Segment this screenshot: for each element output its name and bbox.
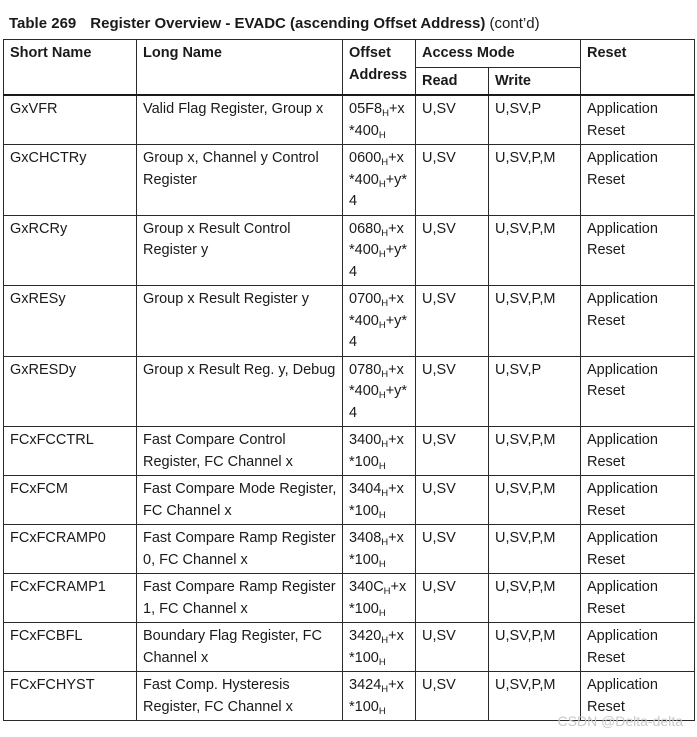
cell-short-name: FCxFCCTRL [4, 427, 137, 476]
hex-subscript: H [378, 460, 386, 472]
offset-value: *100 [349, 551, 379, 568]
cell-reset: Application Reset [581, 286, 695, 357]
cell-read: U,SV [416, 623, 489, 672]
offset-value: *400 [349, 383, 379, 399]
cell-short-name: FCxFCBFL [4, 623, 137, 672]
cell-offset-address [343, 672, 416, 721]
cell-short-name: FCxFCM [4, 476, 137, 525]
offset-value: 3404 [349, 481, 382, 497]
hex-subscript: H [378, 390, 386, 401]
offset-value: *100 [349, 502, 379, 519]
hex-subscript: H [382, 108, 389, 119]
offset-line [349, 648, 410, 670]
cell-offset-address [343, 356, 416, 427]
offset-line [349, 121, 410, 143]
cell-read: U,SV [416, 476, 489, 525]
offset-value: *400 [349, 312, 379, 329]
offset-suffix: +x [388, 628, 404, 644]
table-body [4, 95, 695, 721]
offset-value: 3424 [349, 677, 382, 693]
hex-subscript: H [381, 439, 389, 450]
cell-reset: Application Reset [581, 95, 695, 145]
cell-reset: Application Reset [581, 215, 695, 286]
table-row [4, 427, 695, 476]
offset-line [349, 577, 410, 599]
header-access-mode: Access Mode [416, 40, 581, 68]
hex-subscript: H [378, 319, 386, 331]
offset-line [349, 240, 410, 262]
cell-offset-address [343, 476, 416, 525]
cell-long-name: Fast Compare Ramp Register 0, FC Channel x [137, 525, 343, 574]
offset-value: 3400 [349, 432, 382, 448]
hex-subscript: H [381, 368, 389, 380]
offset-value: *400 [349, 122, 379, 139]
cell-write: U,SV,P,M [489, 623, 581, 672]
cell-reset: Application Reset [581, 356, 695, 427]
cell-read: U,SV [416, 215, 489, 286]
hex-subscript: H [378, 705, 386, 717]
hex-subscript: H [381, 635, 389, 646]
offset-line [349, 289, 410, 311]
offset-value: 3408 [349, 530, 382, 546]
offset-value: *400 [349, 242, 379, 258]
cell-long-name: Fast Comp. Hysteresis Register, FC Channel x [137, 672, 343, 721]
offset-line [349, 430, 410, 452]
cell-offset-address [343, 145, 416, 216]
offset-value: 0780 [349, 361, 382, 378]
table-caption [9, 15, 540, 32]
table-row [4, 286, 695, 357]
table-title: Register Overview - EVADC (ascending Offset Address) [90, 15, 486, 32]
cell-reset: Application Reset [581, 476, 695, 525]
offset-suffix: +x [388, 291, 404, 307]
cell-read: U,SV [416, 427, 489, 476]
header-short-name: Short Name [4, 40, 137, 96]
table-row [4, 356, 695, 427]
offset-suffix: +x [388, 101, 405, 117]
cell-read: U,SV [416, 286, 489, 357]
cell-long-name: Boundary Flag Register, FC Channel x [137, 623, 343, 672]
header-reset: Reset [581, 40, 695, 96]
cell-short-name: GxRCRy [4, 215, 137, 286]
offset-value: 0600 [349, 150, 382, 166]
register-table [3, 39, 695, 721]
offset-suffix: +x [388, 677, 404, 693]
hex-subscript: H [378, 558, 386, 570]
table-row [4, 95, 695, 145]
hex-subscript: H [378, 656, 386, 668]
offset-value: 340C [349, 579, 384, 595]
offset-value: 3420 [349, 628, 382, 644]
offset-line [349, 528, 410, 550]
cell-short-name: FCxFCRAMP0 [4, 525, 137, 574]
offset-suffix: +x [390, 579, 407, 595]
hex-subscript: H [381, 684, 389, 695]
offset-suffix: +y* [385, 242, 408, 258]
offset-line [349, 381, 410, 403]
offset-value: *100 [349, 453, 379, 470]
offset-suffix: +y* [385, 312, 408, 329]
offset-suffix: +x [388, 220, 404, 237]
table-label: Table 269 [9, 15, 77, 32]
hex-subscript: H [378, 178, 386, 190]
cell-offset-address [343, 525, 416, 574]
hex-subscript: H [381, 227, 389, 239]
cell-write: U,SV,P,M [489, 215, 581, 286]
cell-offset-address [343, 286, 416, 357]
hex-subscript: H [381, 298, 389, 309]
header-read: Read [416, 67, 489, 95]
offset-line [349, 311, 410, 333]
header-long-name: Long Name [137, 40, 343, 96]
offset-line [349, 148, 410, 170]
cell-reset: Application Reset [581, 623, 695, 672]
cell-offset-address [343, 215, 416, 286]
offset-value: *400 [349, 171, 379, 188]
table-row [4, 525, 695, 574]
offset-suffix: +x [388, 361, 404, 378]
offset-line [349, 479, 410, 501]
table-row [4, 215, 695, 286]
hex-subscript: H [378, 607, 386, 619]
offset-suffix: +y* [385, 171, 408, 188]
cell-write: U,SV,P [489, 95, 581, 145]
cell-short-name: GxRESDy [4, 356, 137, 427]
cell-long-name: Valid Flag Register, Group x [137, 95, 343, 145]
offset-line [349, 550, 410, 572]
cell-long-name: Group x Result Register y [137, 286, 343, 357]
offset-line [349, 191, 410, 213]
cell-reset: Application Reset [581, 574, 695, 623]
offset-line [349, 501, 410, 523]
hex-subscript: H [378, 129, 386, 141]
offset-line [349, 219, 410, 241]
offset-line [349, 99, 410, 121]
cell-offset-address [343, 427, 416, 476]
table-row [4, 574, 695, 623]
cell-read: U,SV [416, 574, 489, 623]
cell-short-name: GxRESy [4, 286, 137, 357]
offset-suffix: +x [388, 432, 404, 448]
offset-suffix: +y* [385, 383, 408, 399]
cell-write: U,SV,P,M [489, 525, 581, 574]
cell-read: U,SV [416, 145, 489, 216]
cell-write: U,SV,P [489, 356, 581, 427]
cell-offset-address [343, 574, 416, 623]
offset-line [349, 262, 410, 284]
cell-write: U,SV,P,M [489, 427, 581, 476]
cell-short-name: GxCHCTRy [4, 145, 137, 216]
cell-write: U,SV,P,M [489, 672, 581, 721]
watermark: CSDN @Delta-delta [557, 713, 683, 729]
cell-long-name: Fast Compare Ramp Register 1, FC Channel x [137, 574, 343, 623]
cell-write: U,SV,P,M [489, 476, 581, 525]
offset-line [349, 403, 410, 425]
cell-read: U,SV [416, 95, 489, 145]
offset-line [349, 599, 410, 621]
cell-read: U,SV [416, 672, 489, 721]
cell-write: U,SV,P,M [489, 286, 581, 357]
offset-value: *100 [349, 600, 379, 617]
cell-short-name: GxVFR [4, 95, 137, 145]
offset-value: 05F8 [349, 101, 383, 117]
table-row [4, 476, 695, 525]
hex-subscript: H [378, 509, 386, 521]
cell-long-name: Fast Compare Mode Register, FC Channel x [137, 476, 343, 525]
cell-short-name: FCxFCRAMP1 [4, 574, 137, 623]
hex-subscript: H [381, 537, 389, 548]
cell-reset: Application Reset [581, 145, 695, 216]
cell-offset-address [343, 95, 416, 145]
offset-suffix: +x [388, 481, 404, 497]
offset-value: 0680 [349, 220, 382, 237]
offset-value: 4 [349, 334, 358, 350]
hex-subscript: H [381, 488, 389, 499]
offset-suffix: +x [388, 150, 404, 166]
header-write: Write [489, 67, 581, 95]
cell-write: U,SV,P,M [489, 145, 581, 216]
offset-value: *100 [349, 649, 379, 666]
cell-offset-address [343, 623, 416, 672]
offset-line [349, 675, 410, 697]
offset-line [349, 697, 410, 719]
offset-value: 4 [349, 404, 358, 421]
offset-value: 4 [349, 193, 358, 209]
offset-value: 0700 [349, 291, 382, 307]
cell-long-name: Group x Result Control Register y [137, 215, 343, 286]
cell-reset: Application Reset [581, 672, 695, 721]
cell-long-name: Fast Compare Control Register, FC Channel x [137, 427, 343, 476]
offset-line [349, 452, 410, 474]
header-offset-address: Offset Address [343, 40, 416, 96]
offset-line [349, 332, 410, 354]
offset-line [349, 360, 410, 382]
offset-value: 4 [349, 263, 358, 280]
cell-reset: Application Reset [581, 525, 695, 574]
hex-subscript: H [383, 586, 391, 597]
cell-long-name: Group x, Channel y Control Register [137, 145, 343, 216]
offset-line [349, 626, 410, 648]
table-row [4, 623, 695, 672]
cell-reset: Application Reset [581, 427, 695, 476]
offset-value: *100 [349, 698, 379, 715]
cell-read: U,SV [416, 525, 489, 574]
table-title-suffix: (cont’d) [485, 15, 540, 32]
cell-long-name: Group x Result Reg. y, Debug [137, 356, 343, 427]
table-row [4, 145, 695, 216]
hex-subscript: H [381, 157, 389, 168]
cell-write: U,SV,P,M [489, 574, 581, 623]
hex-subscript: H [378, 249, 386, 260]
cell-read: U,SV [416, 356, 489, 427]
offset-suffix: +x [388, 530, 404, 546]
cell-short-name: FCxFCHYST [4, 672, 137, 721]
offset-line [349, 170, 410, 192]
